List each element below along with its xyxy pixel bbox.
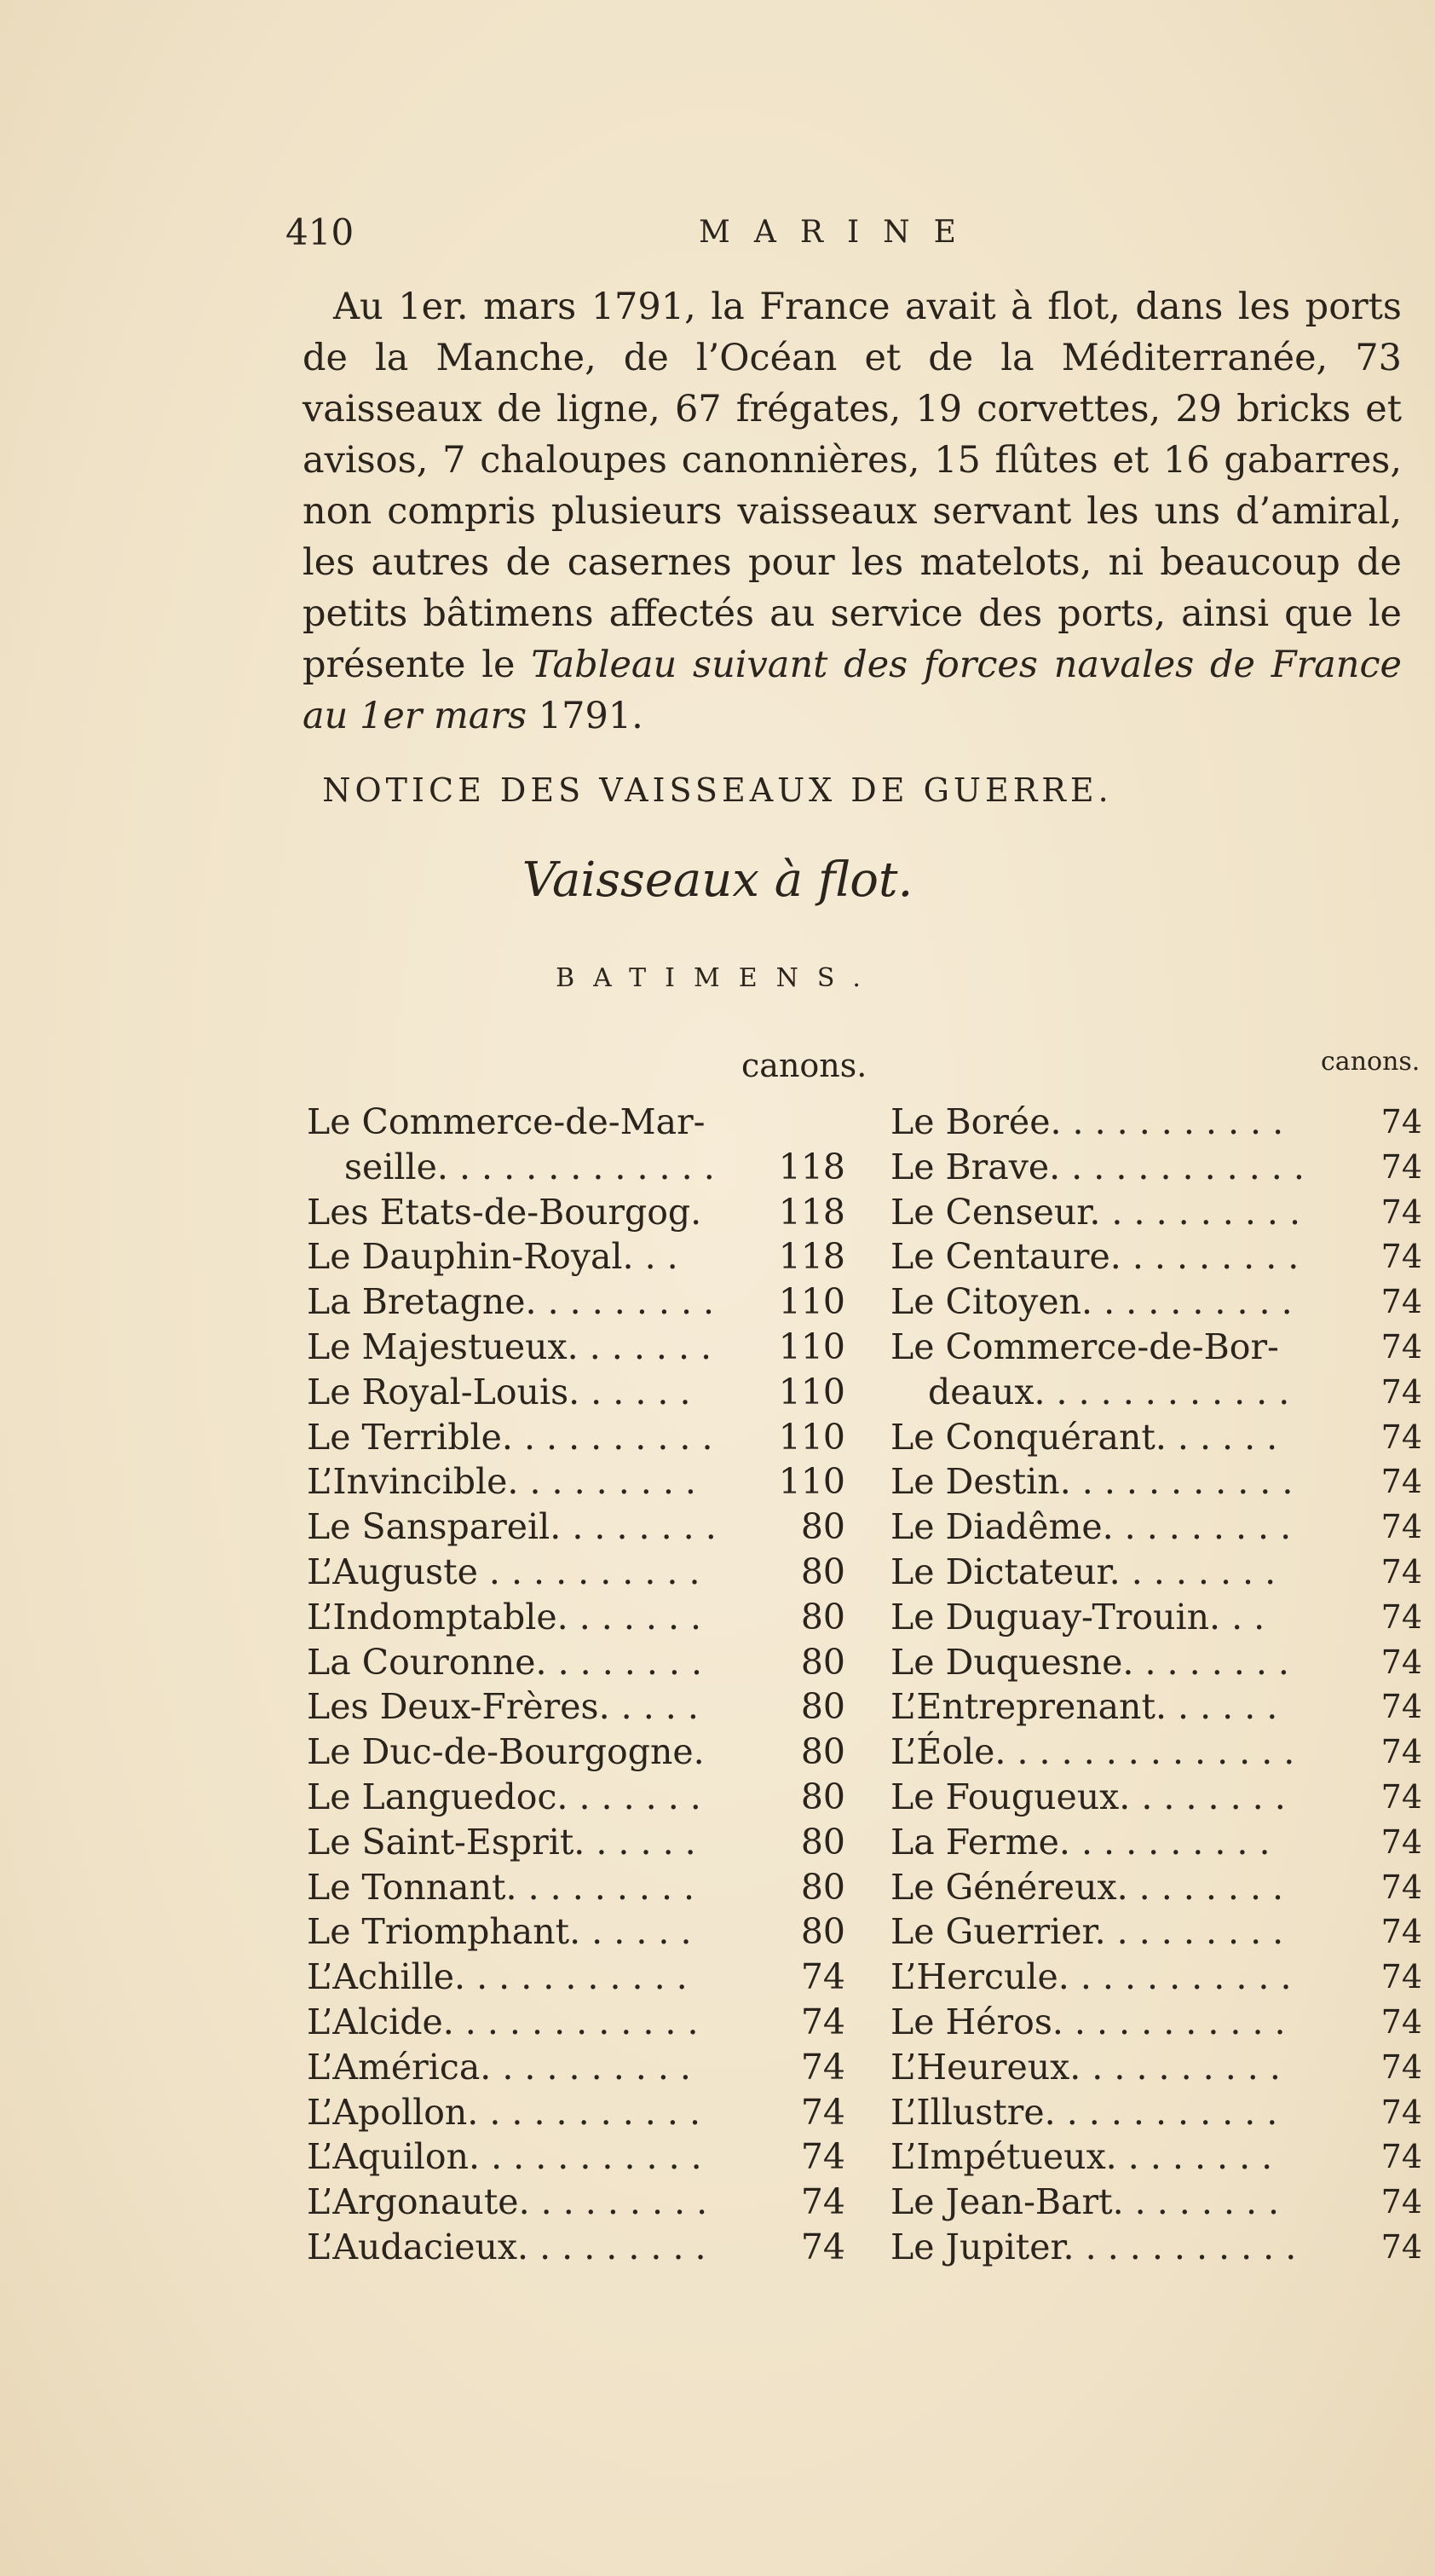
ship-row: [890, 1730, 1422, 1775]
ship-guns: 74: [1380, 1597, 1422, 1636]
ship-row: [307, 2134, 869, 2180]
ship-row: [890, 2045, 1422, 2090]
ship-guns: 74: [1380, 1372, 1422, 1411]
ship-row: [307, 2225, 869, 2270]
ship-name: La Bretagne. . . . . . . . .: [307, 1281, 715, 1323]
ship-name: Le Duquesne. . . . . . . .: [890, 1641, 1289, 1683]
ship-row: [890, 1684, 1422, 1730]
right-column-header: canons.: [1321, 1047, 1421, 1077]
ship-row: [890, 1234, 1422, 1279]
ship-name: Le Borée. . . . . . . . . . .: [890, 1101, 1284, 1142]
ship-row: [307, 1234, 869, 1279]
ship-guns: 74: [1380, 1733, 1422, 1771]
ship-row: [307, 1459, 869, 1505]
ship-name: Le Centaure. . . . . . . . .: [890, 1236, 1300, 1278]
ship-name: Le Saint-Esprit. . . . . .: [307, 1821, 696, 1863]
ship-name: Le Commerce-de-Bor-: [890, 1326, 1279, 1367]
ship-guns: 74: [1380, 1777, 1422, 1816]
ship-guns: 74: [1380, 2183, 1422, 2221]
ship-name: L’América. . . . . . . . . .: [307, 2046, 691, 2088]
ship-row: [890, 1100, 1422, 1145]
intro-text: [303, 281, 1402, 742]
ship-row: [890, 1279, 1422, 1325]
ship-name: Le Duguay-Trouin. . .: [890, 1596, 1265, 1637]
ship-row: [890, 1325, 1422, 1370]
ship-guns: 110: [778, 1281, 845, 1323]
ship-guns: 74: [1380, 1283, 1422, 1321]
ship-row: [307, 1640, 869, 1685]
ship-name: Le Dauphin-Royal. . .: [307, 1236, 678, 1278]
ship-guns: 74: [1380, 1913, 1422, 1951]
left-column-header: canons.: [741, 1047, 867, 1084]
ship-name: Le Jupiter. . . . . . . . . . .: [890, 2226, 1297, 2267]
page-header: [0, 211, 1435, 263]
ship-name: L’Éole. . . . . . . . . . . . . .: [890, 1731, 1295, 1773]
ship-guns: 74: [1380, 2138, 1422, 2176]
ship-name: Le Héros. . . . . . . . . . .: [890, 2001, 1286, 2042]
ship-name: L’Indomptable. . . . . . .: [307, 1596, 702, 1637]
ship-row: [307, 1820, 869, 1865]
subheading: BATIMENS.: [556, 963, 879, 993]
ship-row: [890, 1640, 1422, 1685]
ship-row: [890, 1955, 1422, 2000]
ship-name: La Ferme. . . . . . . . . .: [890, 1821, 1271, 1863]
ship-guns: 74: [1380, 1147, 1422, 1186]
ship-row: [890, 1415, 1422, 1460]
ship-row: [307, 1279, 869, 1325]
ship-guns: 80: [800, 1776, 845, 1817]
ship-guns: 74: [1380, 1103, 1422, 1141]
ship-guns: 74: [800, 2091, 845, 2133]
ship-row: [890, 1459, 1422, 1505]
ship-row: [890, 1550, 1422, 1595]
ship-row: [307, 1370, 869, 1415]
ship-guns: 74: [800, 2001, 845, 2042]
ship-name: Le Duc-de-Bourgogne.: [307, 1731, 705, 1773]
ship-guns: 80: [800, 1866, 845, 1908]
ship-row: [307, 2045, 869, 2090]
ship-row: [307, 1550, 869, 1595]
ship-name: Le Censeur. . . . . . . . . .: [890, 1191, 1300, 1233]
ship-guns: 80: [800, 1506, 845, 1548]
ship-name: Les Deux-Frères. . . . .: [307, 1686, 699, 1728]
left-ship-list: [307, 1100, 869, 2270]
ship-row: [307, 1505, 869, 1550]
ship-guns: 110: [778, 1326, 845, 1367]
subsection-title: Vaisseaux à flot.: [522, 852, 913, 908]
ship-row: [890, 1190, 1422, 1235]
ship-row: [890, 2090, 1422, 2135]
ship-guns: 80: [800, 1911, 845, 1953]
ship-guns: 74: [1380, 2093, 1422, 2131]
ship-guns: 80: [800, 1596, 845, 1637]
ship-row: [307, 2180, 869, 2225]
ship-name: La Couronne. . . . . . . .: [307, 1641, 703, 1683]
ship-guns: 74: [800, 2181, 845, 2223]
ship-guns: 110: [778, 1416, 845, 1458]
intro-paragraph: [303, 281, 1402, 742]
ship-name: deaux. . . . . . . . . . . .: [928, 1371, 1290, 1412]
ship-guns: 80: [800, 1821, 845, 1863]
ship-row: [890, 2225, 1422, 2270]
ship-name: Le Diadême. . . . . . . . .: [890, 1506, 1292, 1548]
ship-guns: 118: [778, 1191, 845, 1233]
ship-guns: 74: [1380, 1643, 1422, 1681]
right-ship-list: [890, 1100, 1422, 2270]
ship-name: Le Triomphant. . . . . .: [307, 1911, 692, 1953]
ship-row: [307, 1730, 869, 1775]
ship-name: L’Apollon. . . . . . . . . . .: [307, 2091, 700, 2133]
ship-name: Le Royal-Louis. . . . . .: [307, 1371, 691, 1412]
ship-row: [307, 1775, 869, 1820]
ship-name: Les Etats-de-Bourgog.: [307, 1191, 702, 1233]
ship-guns: 74: [1380, 2048, 1422, 2086]
ship-guns: 110: [778, 1461, 845, 1503]
ship-row: [307, 1684, 869, 1730]
ship-row: [307, 1865, 869, 1910]
ship-guns: 80: [800, 1641, 845, 1683]
ship-name: L’Invincible. . . . . . . . .: [307, 1461, 696, 1503]
ship-row: [307, 1415, 869, 1460]
ship-name: L’Heureux. . . . . . . . . .: [890, 2046, 1281, 2088]
ship-row: [890, 1370, 1422, 1415]
ship-guns: 74: [1380, 2002, 1422, 2041]
ship-guns: 74: [1380, 2227, 1422, 2266]
ship-guns: 74: [1380, 1463, 1422, 1501]
ship-row: [307, 1955, 869, 2000]
ship-name: Le Dictateur. . . . . . . .: [890, 1551, 1277, 1592]
ship-guns: 74: [800, 2226, 845, 2267]
ship-name: L’Hercule. . . . . . . . . . .: [890, 1956, 1292, 1998]
ship-name: Le Languedoc. . . . . . .: [307, 1776, 701, 1817]
ship-row: [890, 1775, 1422, 1820]
ship-guns: 74: [1380, 1508, 1422, 1546]
ship-row: [890, 1865, 1422, 1910]
ship-name: L’Illustre. . . . . . . . . . .: [890, 2091, 1278, 2133]
ship-row: [890, 1145, 1422, 1190]
ship-row: [890, 1595, 1422, 1640]
ship-name: L’Achille. . . . . . . . . . .: [307, 1956, 688, 1998]
intro-text-part2: 1791.: [527, 695, 643, 737]
ship-row: [890, 2000, 1422, 2045]
ship-name: Le Jean-Bart. . . . . . . .: [890, 2181, 1280, 2223]
ship-guns: 74: [800, 2136, 845, 2178]
ship-guns: 118: [778, 1236, 845, 1278]
ship-row: [307, 1909, 869, 1955]
ship-guns: 118: [778, 1146, 845, 1187]
ship-row: [890, 1505, 1422, 1550]
ship-name: Le Destin. . . . . . . . . . .: [890, 1461, 1294, 1503]
ship-row: [307, 1595, 869, 1640]
page-number: 410: [285, 211, 354, 253]
ship-name: Le Guerrier. . . . . . . . .: [890, 1911, 1284, 1953]
ship-guns: 74: [1380, 1552, 1422, 1591]
intro-text-italic: Tableau suivant des forces navales de France au 1er mars: [303, 644, 1402, 737]
ship-guns: 74: [1380, 1193, 1422, 1231]
ship-name: Le Brave. . . . . . . . . . . .: [890, 1146, 1305, 1187]
ship-guns: 74: [1380, 1327, 1422, 1366]
ship-guns: 74: [1380, 1822, 1422, 1861]
ship-guns: 74: [1380, 1688, 1422, 1726]
ship-guns: 80: [800, 1686, 845, 1728]
ship-name: Le Citoyen. . . . . . . . . .: [890, 1281, 1293, 1323]
ship-name: Le Commerce-de-Mar-: [307, 1101, 706, 1142]
ship-guns: 110: [778, 1371, 845, 1412]
ship-name: L’Auguste . . . . . . . . . .: [307, 1551, 700, 1592]
ship-row: [307, 1325, 869, 1370]
intro-text-part1: Au 1er. mars 1791, la France avait à flot, dans les ports de la Manche, de l’Océan et de la Méditerranée, 73 vaisseaux de ligne, 67 frégates, 19 corvettes, 29 bricks et avisos, 7 chaloupes canonnières, 15 flûtes et 16 gabarres, non compris plusieurs vaisseaux servant les uns d’amiral, les autres de casernes pour les matelots, ni beaucoup de petits bâtimens affectés au service des ports, ainsi que le présente le: [303, 286, 1402, 686]
ship-name: Le Sanspareil. . . . . . . .: [307, 1506, 717, 1548]
ship-name: L’Aquilon. . . . . . . . . . .: [307, 2136, 702, 2178]
ship-name: L’Argonaute. . . . . . . . .: [307, 2181, 708, 2223]
ship-row: [890, 1820, 1422, 1865]
ship-guns: 74: [1380, 1418, 1422, 1456]
ship-row: [307, 1145, 869, 1190]
ship-name: Le Fougueux. . . . . . . .: [890, 1776, 1286, 1817]
ship-row: [307, 2000, 869, 2045]
ship-guns: 74: [1380, 1868, 1422, 1906]
ship-name: Le Conquérant. . . . . .: [890, 1416, 1278, 1458]
ship-guns: 74: [1380, 1958, 1422, 1996]
section-title: NOTICE DES VAISSEAUX DE GUERRE.: [322, 771, 1113, 809]
ship-name: L’Entreprenant. . . . . .: [890, 1686, 1278, 1728]
ship-guns: 80: [800, 1731, 845, 1773]
ship-guns: 74: [800, 2046, 845, 2088]
ship-name: Le Tonnant. . . . . . . . .: [307, 1866, 695, 1908]
ship-name: L’Audacieux. . . . . . . . .: [307, 2226, 706, 2267]
ship-name: L’Alcide. . . . . . . . . . . .: [307, 2001, 699, 2042]
ship-row: [307, 1190, 869, 1235]
ship-name: Le Majestueux. . . . . . .: [307, 1326, 712, 1367]
ship-guns: 74: [1380, 1238, 1422, 1276]
ship-name: seille. . . . . . . . . . . . .: [344, 1146, 715, 1187]
ship-guns: 74: [800, 1956, 845, 1998]
ship-name: Le Généreux. . . . . . . .: [890, 1866, 1284, 1908]
ship-row: [890, 1909, 1422, 1955]
ship-row: [307, 2090, 869, 2135]
running-title: MARINE: [699, 215, 980, 250]
ship-row: [890, 2180, 1422, 2225]
ship-row: [307, 1100, 869, 1145]
ship-guns: 80: [800, 1551, 845, 1592]
ship-name: Le Terrible. . . . . . . . . .: [307, 1416, 713, 1458]
ship-name: L’Impétueux. . . . . . . .: [890, 2136, 1273, 2178]
ship-row: [890, 2134, 1422, 2180]
